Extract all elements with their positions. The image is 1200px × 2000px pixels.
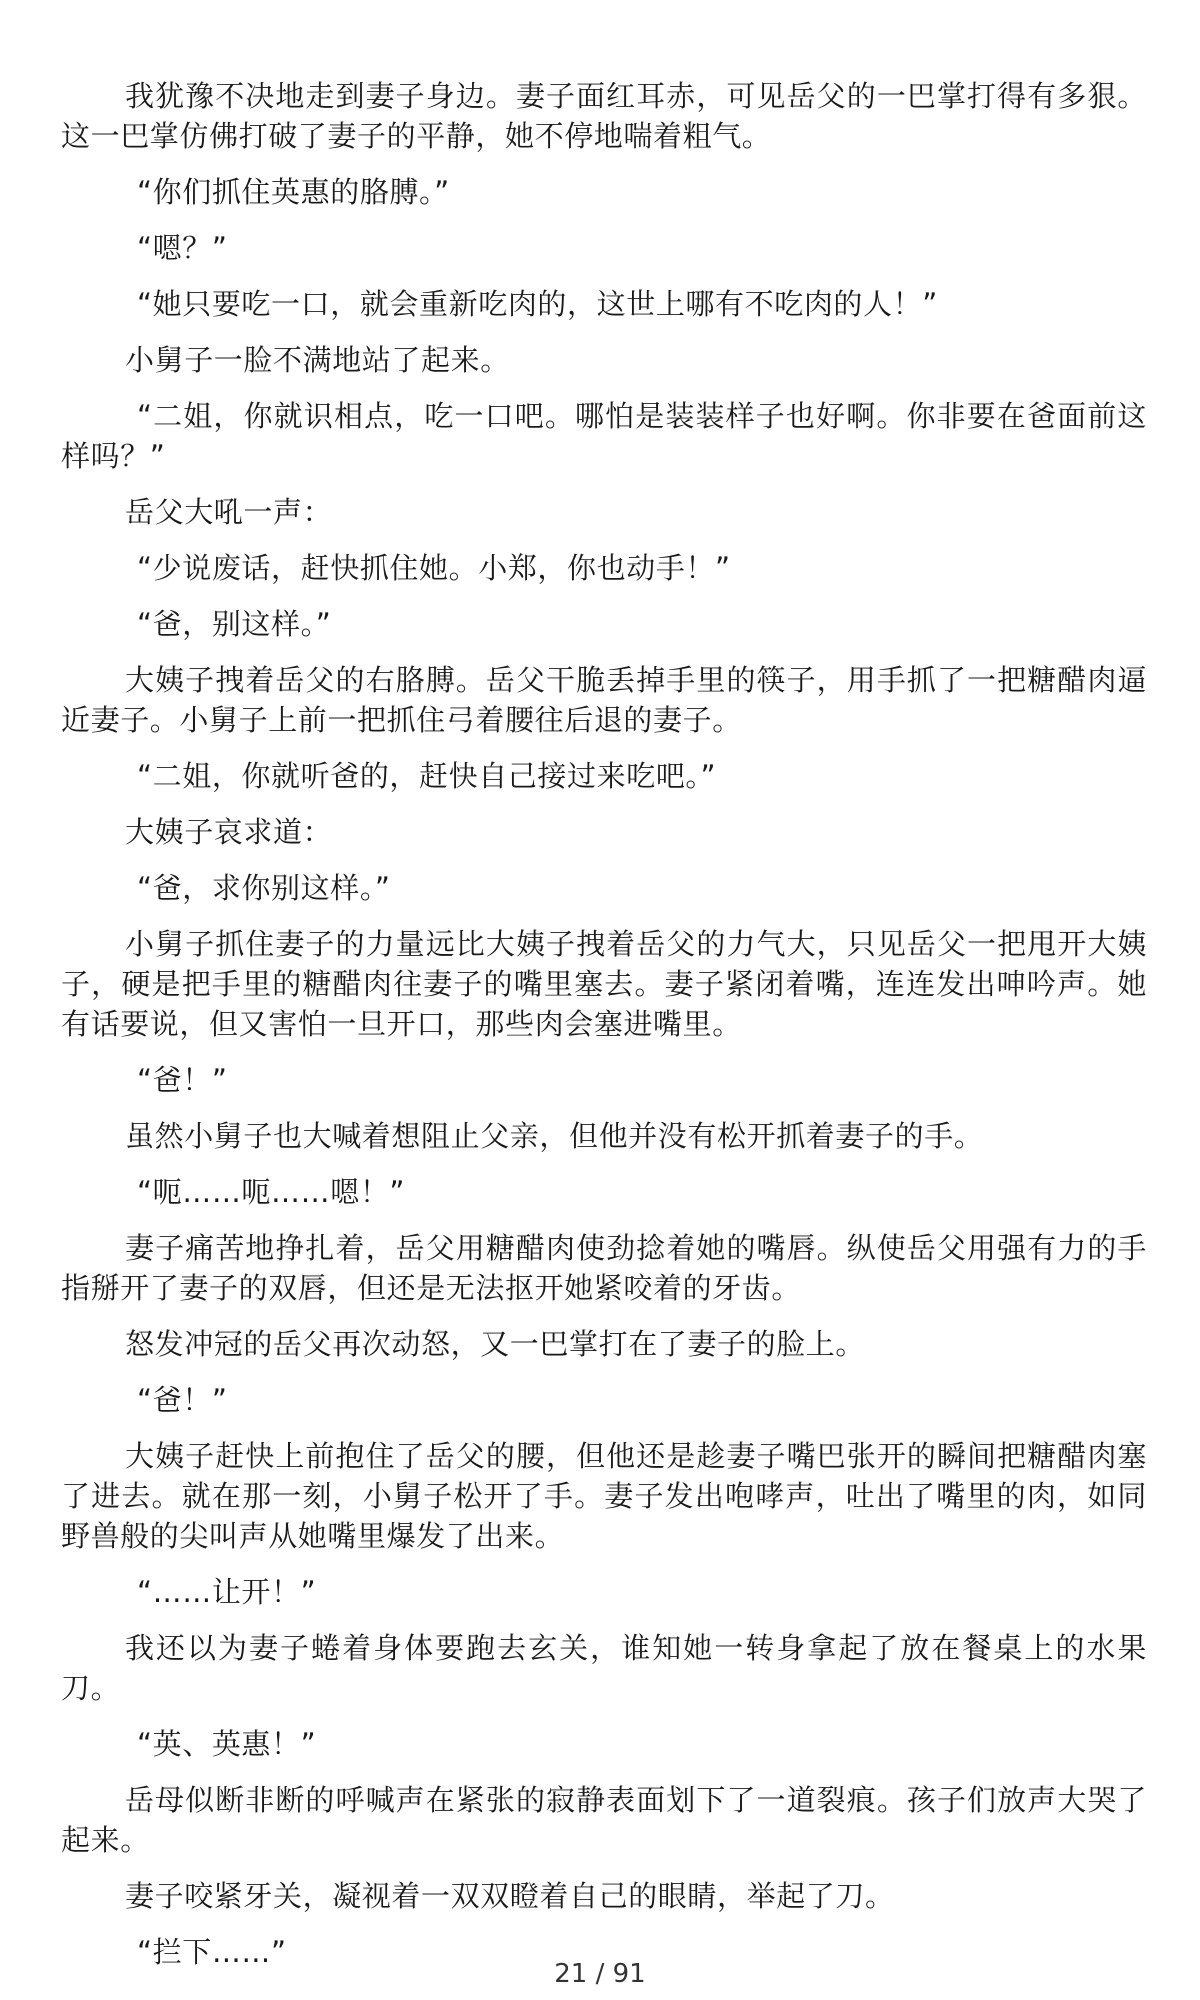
dialogue-line: “她只要吃一口，就会重新吃肉的，这世上哪有不吃肉的人！” <box>137 287 938 321</box>
paragraph: 大姨子拽着岳父的右胳膊。岳父干脆丢掉手里的筷子，用手抓了一把糖醋肉逼近妻子。小舅子上前一把抓住弓着腰往后退的妻子。 <box>61 663 1147 737</box>
dialogue-line: “呃……呃……嗯！” <box>137 1175 406 1209</box>
paragraph: 怒发冲冠的岳父再次动怒，又一巴掌打在了妻子的脸上。 <box>125 1327 866 1361</box>
text-body <box>61 76 1147 1988</box>
paragraph: 小舅子抓住妻子的力量远比大姨子拽着岳父的力气大，只见岳父一把甩开大姨子，硬是把手里的糖醋肉往妻子的嘴里塞去。妻子紧闭着嘴，连连发出呻吟声。她有话要说，但又害怕一旦开口，那些肉会塞进嘴里。 <box>61 927 1147 1041</box>
dialogue-line: “爸，别这样。” <box>137 607 332 641</box>
paragraph: 小舅子一脸不满地站了起来。 <box>125 343 510 377</box>
paragraph: 我还以为妻子蜷着身体要跑去玄关，谁知她一转身拿起了放在餐桌上的水果刀。 <box>61 1631 1147 1705</box>
dialogue-line: “嗯？” <box>137 231 228 265</box>
paragraph: 岳父大吼一声： <box>125 495 333 529</box>
dialogue-line: “二姐，你就识相点，吃一口吧。哪怕是装装样子也好啊。你非要在爸面前这样吗？” <box>61 399 1147 473</box>
dialogue-line: “二姐，你就听爸的，赶快自己接过来吃吧。” <box>137 759 717 793</box>
paragraph: 我犹豫不决地走到妻子身边。妻子面红耳赤，可见岳父的一巴掌打得有多狠。这一巴掌仿佛打破了妻子的平静，她不停地喘着粗气。 <box>61 79 1147 153</box>
dialogue-line: “爸，求你别这样。” <box>137 871 391 905</box>
paragraph: 大姨子赶快上前抱住了岳父的腰，但他还是趁妻子嘴巴张开的瞬间把糖醋肉塞了进去。就在那一刻，小舅子松开了手。妻子发出咆哮声，吐出了嘴里的肉，如同野兽般的尖叫声从她嘴里爆发了出来。 <box>61 1439 1147 1553</box>
page-indicator: 21 / 91 <box>554 1959 646 1989</box>
paragraph: 大姨子哀求道： <box>125 815 333 849</box>
dialogue-line: “……让开！” <box>137 1575 317 1609</box>
paragraph: 虽然小舅子也大喊着想阻止父亲，但他并没有松开抓着妻子的手。 <box>125 1119 984 1153</box>
dialogue-line: “拦下……” <box>137 1935 287 1969</box>
dialogue-line: “少说废话，赶快抓住她。小郑，你也动手！” <box>137 551 731 585</box>
dialogue-line: “爸！” <box>137 1383 228 1417</box>
paragraph: 妻子咬紧牙关，凝视着一双双瞪着自己的眼睛，举起了刀。 <box>125 1879 895 1913</box>
dialogue-line: “你们抓住英惠的胳膊。” <box>137 175 450 209</box>
dialogue-line: “爸！” <box>137 1063 228 1097</box>
paragraph: 岳母似断非断的呼喊声在紧张的寂静表面划下了一道裂痕。孩子们放声大哭了起来。 <box>61 1783 1147 1857</box>
dialogue-line: “英、英惠！” <box>137 1727 317 1761</box>
paragraph: 妻子痛苦地挣扎着，岳父用糖醋肉使劲捻着她的嘴唇。纵使岳父用强有力的手指掰开了妻子的双唇，但还是无法抠开她紧咬着的牙齿。 <box>61 1231 1147 1305</box>
